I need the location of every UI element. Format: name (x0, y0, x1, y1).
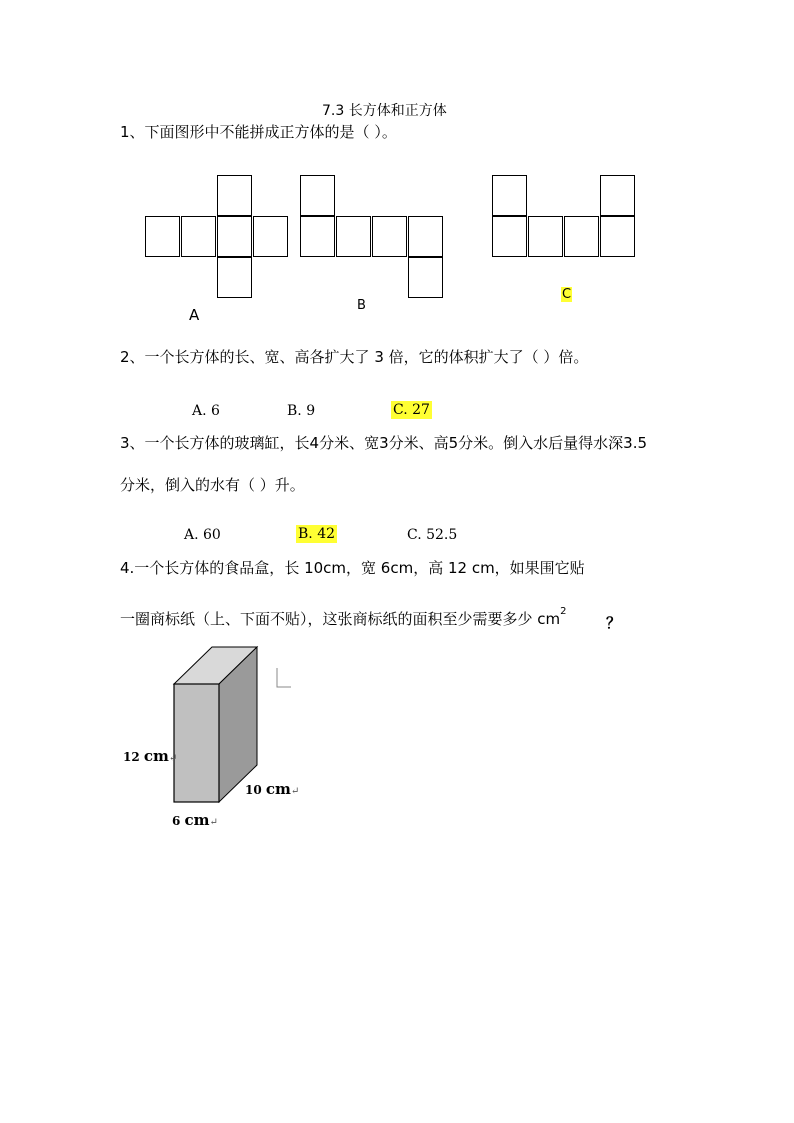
corner-mark (277, 668, 291, 687)
length-value: 10 (245, 783, 266, 797)
q4-superscript: 2 (560, 606, 567, 617)
q3-option-b: B. 42 (298, 526, 336, 542)
q3-line-1: 3、一个长方体的玻璃缸，长4分米、宽3分米、高5分米。倒入水后量得水深3.5 (120, 434, 648, 452)
page-title: 7.3 长方体和正方体 (322, 103, 447, 119)
q4-question-mark: ？ (606, 614, 622, 632)
cuboid-front-face (174, 684, 219, 802)
return-mark-icon: ↵ (209, 817, 218, 828)
width-unit: cm (184, 811, 210, 829)
q2-option-a: A. 6 (192, 403, 220, 419)
height-label (123, 747, 177, 765)
q3-line-2: 分米，倒入的水有（ ）升。 (120, 476, 305, 494)
width-label (172, 811, 218, 829)
net-b-label: B (357, 298, 366, 313)
q1-text: 1、下面图形中不能拼成正方体的是（ ）。 (120, 123, 397, 141)
q2-option-b: B. 9 (287, 403, 316, 419)
width-value: 6 (172, 814, 185, 828)
q3-option-a: A. 60 (184, 527, 221, 543)
length-unit: cm (265, 780, 291, 798)
height-unit: cm (143, 747, 169, 765)
length-label (245, 780, 299, 798)
return-mark-icon: ↵ (168, 753, 178, 764)
q2-text: 2、一个长方体的长、宽、高各扩大了 3 倍，它的体积扩大了（ ）倍。 (120, 348, 589, 366)
net-a-label: A (189, 306, 200, 324)
net-c-label: C (562, 287, 572, 302)
q4-line-2-text: 一圈商标纸（上、下面不贴），这张商标纸的面积至少需要多少 cm (120, 610, 561, 628)
q3-option-c: C. 52.5 (407, 527, 458, 543)
q4-line-1: 4.一个长方体的食品盒，长 10cm，宽 6cm，高 12 cm，如果围它贴 (120, 559, 585, 577)
return-mark-icon: ↵ (290, 786, 300, 797)
q2-option-c: C. 27 (393, 402, 430, 418)
height-value: 12 (123, 750, 144, 764)
